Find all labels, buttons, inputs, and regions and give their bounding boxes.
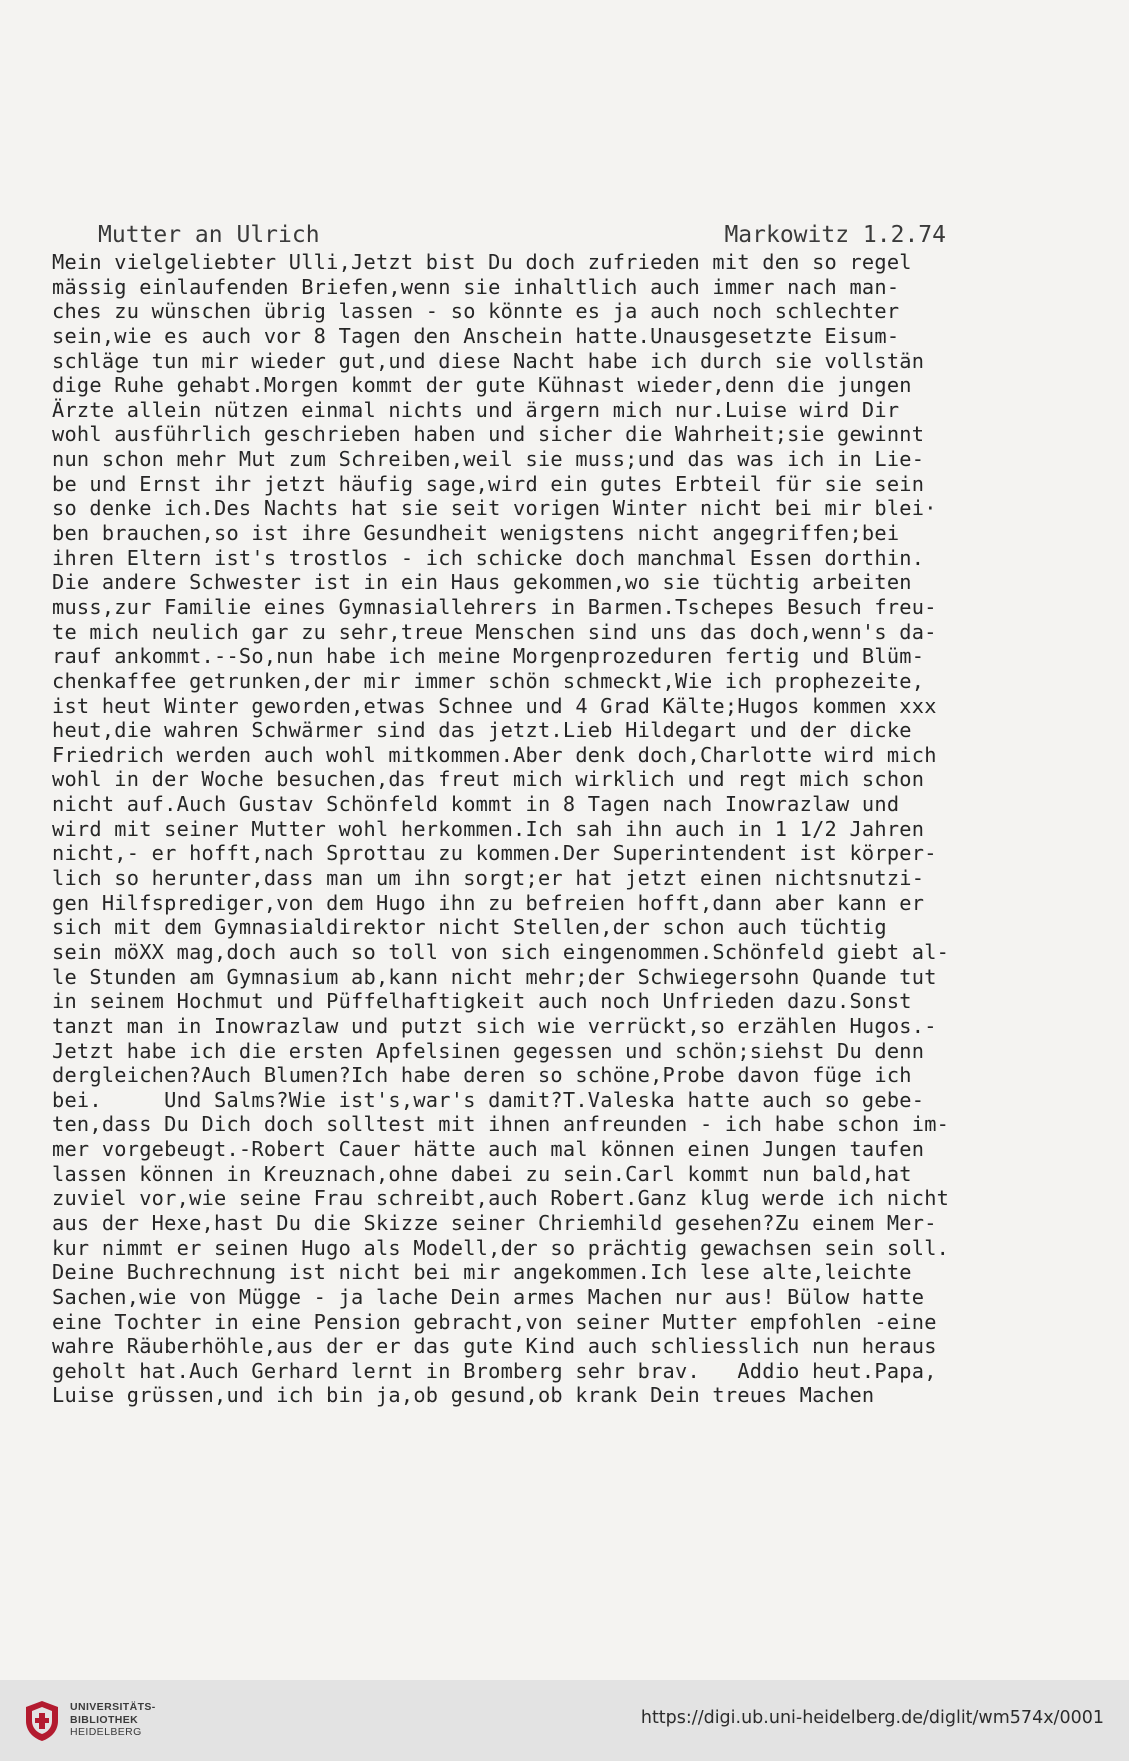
letter-line: zuviel vor,wie seine Frau schreibt,auch Robert.Ganz klug werde ich nicht <box>52 1186 950 1211</box>
letter-line: rauf ankommt.--So,nun habe ich meine Morgenprozeduren fertig und Blüm- <box>52 644 925 669</box>
letter-line: eine Tochter in eine Pension gebracht,von seiner Mutter empfohlen -eine <box>52 1309 937 1334</box>
letter-line: ben brauchen,so ist ihre Gesundheit wenigstens nicht angegriffen;bei <box>52 521 900 546</box>
letter-line: wird mit seiner Mutter wohl herkommen.Ich sah ihn auch in 1 1/2 Jahren <box>52 816 925 841</box>
letter-line: heut,die wahren Schwärmer sind das jetzt.Lieb Hildegart und der dicke <box>52 718 912 743</box>
letter-line: Jetzt habe ich die ersten Apfelsinen gegessen und schön;siehst Du denn <box>52 1038 925 1063</box>
letter-line: mer vorgebeugt.-Robert Cauer hätte auch mal können einen Jungen taufen <box>52 1137 925 1162</box>
letter-line: nicht,- er hofft,nach Sprottau zu kommen.Der Superintendent ist körper- <box>52 841 937 866</box>
letter-line: geholt hat.Auch Gerhard lernt in Bromberg sehr brav. Addio heut.Papa, <box>52 1358 937 1383</box>
letter-line: wahre Räuberhöhle,aus der er das gute Kind auch schliesslich nun heraus <box>52 1334 937 1359</box>
permalink-url[interactable]: https://digi.ub.uni-heidelberg.de/diglit/wm574x/0001 <box>640 1708 1104 1728</box>
letter-line: lassen können in Kreuznach,ohne dabei zu sein.Carl kommt nun bald,hat <box>52 1161 912 1186</box>
letter-line: ten,dass Du Dich doch solltest mit ihnen anfreunden - ich habe schon im- <box>52 1112 950 1137</box>
letter-line: wohl in der Woche besuchen,das freut mich wirklich und regt mich schon <box>52 767 925 792</box>
letter-line: le Stunden am Gymnasium ab,kann nicht mehr;der Schwiegersohn Quande tut <box>52 964 937 989</box>
letter-line: Deine Buchrechnung ist nicht bei mir angekommen.Ich lese alte,leichte <box>52 1260 912 1285</box>
letter-line: nicht auf.Auch Gustav Schönfeld kommt in 8 Tagen nach Inowrazlaw und <box>52 792 900 817</box>
letter-line: so denke ich.Des Nachts hat sie seit vorigen Winter nicht bei mir blei· <box>52 496 937 521</box>
letter-line: sein möXX mag,doch auch so toll von sich eingenommen.Schönfeld giebt al- <box>52 939 950 964</box>
library-name-line-3: HEIDELBERG <box>70 1726 142 1738</box>
letter-line: aus der Hexe,hast Du die Skizze seiner Chriemhild gesehen?Zu einem Mer- <box>52 1210 937 1235</box>
library-name <box>70 1701 156 1739</box>
letter-line: chenkaffee getrunken,der mir immer schön schmeckt,Wie ich prophezeite, <box>52 668 925 693</box>
letter-line: nun schon mehr Mut zum Schreiben,weil sie muss;und das was ich in Lie- <box>52 447 925 472</box>
letter-line: mässig einlaufenden Briefen,wenn sie inhaltlich auch immer nach man- <box>52 274 900 299</box>
letter-body <box>52 250 1092 1408</box>
letter-line: be und Ernst ihr jetzt häufig sage,wird ein gutes Erbteil für sie sein <box>52 471 925 496</box>
letter-line: ist heut Winter geworden,etwas Schnee und 4 Grad Kälte;Hugos kommen xxx <box>52 693 937 718</box>
letter-line: gen Hilfsprediger,von dem Hugo ihn zu befreien hofft,dann aber kann er <box>52 890 925 915</box>
letter-line: Mein vielgeliebter Ulli,Jetzt bist Du doch zufrieden mit den so regel <box>52 250 912 274</box>
library-logo <box>22 1693 172 1749</box>
letter-line: ches zu wünschen übrig lassen - so könnte es ja auch noch schlechter <box>52 299 900 324</box>
letter-line: sich mit dem Gymnasialdirektor nicht Stellen,der schon auch tüchtig <box>52 915 887 940</box>
letter-heading <box>98 222 946 250</box>
letter-line: tanzt man in Inowrazlaw und putzt sich wie verrückt,so erzählen Hugos.- <box>52 1013 937 1038</box>
library-seal-icon <box>22 1699 62 1743</box>
library-name-line-2: BIBLIOTHEK <box>70 1713 139 1726</box>
letter-line: dige Ruhe gehabt.Morgen kommt der gute Kühnast wieder,denn die jungen <box>52 373 912 398</box>
letter-sender-recipient: Mutter an Ulrich <box>98 222 320 248</box>
letter-line: Friedrich werden auch wohl mitkommen.Aber denk doch,Charlotte wird mich <box>52 742 937 767</box>
letter-line: muss,zur Familie eines Gymnasiallehrers in Barmen.Tschepes Besuch freu- <box>52 594 937 619</box>
letter-line: schläge tun mir wieder gut,und diese Nacht habe ich durch sie vollstän <box>52 348 925 373</box>
letter-line: bei. Und Salms?Wie ist's,war's damit?T.Valeska hatte auch so gebe- <box>52 1087 925 1112</box>
letter-line: kur nimmt er seinen Hugo als Modell,der so prächtig gewachsen sein soll. <box>52 1235 950 1260</box>
letter-line: ihren Eltern ist's trostlos - ich schicke doch manchmal Essen dorthin. <box>52 545 925 570</box>
library-name-line-1: UNIVERSITÄTS- <box>70 1701 156 1713</box>
letter-place-date: Markowitz 1.2.74 <box>724 222 946 248</box>
letter-line: in seinem Hochmut und Püffelhaftigkeit auch noch Unfrieden dazu.Sonst <box>52 989 912 1014</box>
footer-bar <box>0 1680 1129 1761</box>
letter-line: Sachen,wie von Mügge - ja lache Dein armes Machen nur aus! Bülow hatte <box>52 1284 925 1309</box>
letter-line: lich so herunter,dass man um ihn sorgt;er hat jetzt einen nichtsnutzi- <box>52 866 925 891</box>
letter-line: Luise grüssen,und ich bin ja,ob gesund,ob krank Dein treues Machen <box>52 1383 875 1408</box>
letter-line: Ärzte allein nützen einmal nichts und ärgern mich nur.Luise wird Dir <box>52 397 900 422</box>
letter-line: sein,wie es auch vor 8 Tagen den Anschein hatte.Unausgesetzte Eisum- <box>52 323 900 348</box>
letter-line: te mich neulich gar zu sehr,treue Menschen sind uns das doch,wenn's da- <box>52 619 937 644</box>
letter-line: wohl ausführlich geschrieben haben und sicher die Wahrheit;sie gewinnt <box>52 422 925 447</box>
letter-line: dergleichen?Auch Blumen?Ich habe deren so schöne,Probe davon füge ich <box>52 1063 912 1088</box>
letter-line: Die andere Schwester ist in ein Haus gekommen,wo sie tüchtig arbeiten <box>52 570 912 595</box>
